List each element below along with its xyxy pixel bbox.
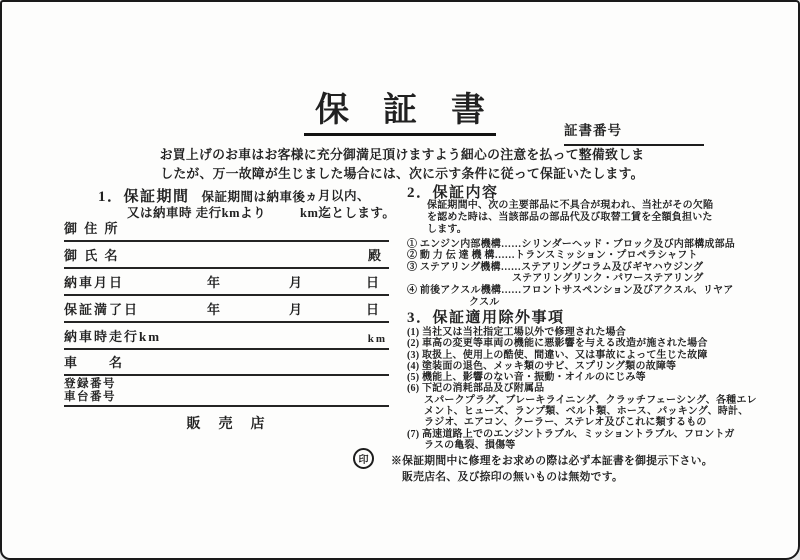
delivery-date-row[interactable] [64,269,389,296]
intro-line-2: したが、万一故障が生じました場合には、次に示す条件に従って保証いたします。 [160,166,644,181]
period-km-suffix: km迄とします。 [300,206,396,220]
name-honorific: 殿 [367,248,383,263]
exclusion-line: (7) 高速道路上でのエンジントラブル、ミッショントラブル、フロントガ [407,428,735,440]
certificate-number-field[interactable] [564,119,704,146]
exclusion-line: ラジオ、エアコン、クーラー、ステレオ及びこれに類するもの [424,417,707,429]
period-months-suffix: ヵ月以内、 [305,189,371,203]
day-label: 日 [365,302,381,317]
certificate-number-label: 証書番号 [564,123,622,138]
footnote-line-2: 販売店名、及び捺印の無いものは無効です。 [402,470,624,483]
odometer-unit: km [367,333,387,345]
seal-mark-icon [353,448,374,469]
exclusion-list [407,327,797,451]
address-row[interactable] [64,222,389,242]
exclusion-line: メント、ヒューズ、ランプ類、ベルト類、ホース、パッキング、時計、 [424,406,749,418]
intro-text [2,146,800,183]
coverage-paragraph-line: 保証期間中、次の主要部品に不具合が現われ、当社がその欠陥 [427,200,714,211]
seal-character: 印 [358,455,369,466]
name-row[interactable] [64,242,389,269]
title-block [304,92,496,136]
expiry-date-row[interactable] [64,296,389,323]
exclusion-line: (4) 塗装面の退色、メッキ類のサビ、スプリング類の故障等 [407,360,677,372]
footnote-block [391,454,713,485]
warranty-coverage-heading: 2．保証内容 [407,185,499,201]
car-name-label: 車 名 [64,355,125,370]
year-label: 年 [207,275,223,290]
exclusion-line: (6) 下記の消耗部品及び附属品 [407,383,545,395]
coverage-item-line: ② 動 力 伝 達 機 構……トランスミッション・プロペラシャフト [407,250,698,262]
warranty-form [64,222,389,407]
page-title: 保 証 書 [315,92,485,129]
year-label: 年 [207,302,223,317]
odometer-row[interactable] [64,323,389,350]
footnote-line-1: ※保証期間中に修理をお求めの際は必ず本証書を御提示下さい。 [391,455,713,467]
period-line1-text: 保証期間は納車後 [201,190,306,204]
warranty-exclusions-section [407,306,797,451]
car-name-row[interactable] [64,350,389,376]
delivery-date-label: 納車月日 [64,275,125,290]
exclusion-line: (2) 車高の変更等車両の機能に悪影響を与える改造が施された場合 [407,338,708,350]
coverage-item-line: ① エンジン内部機構……シリンダーヘッド・ブロック及び内部構成部品 [407,238,735,250]
coverage-item-line: クスル [469,296,500,308]
chassis-label: 車台番号 [64,390,116,403]
warranty-coverage-section [407,181,797,308]
intro-line-1: お買上げのお車はお客様に充分御満足頂けますよう細心の注意を払って整備致しま [159,148,645,162]
month-label: 月 [289,302,305,317]
exclusion-line: (5) 機能上、影響のない音・振動・オイルのにじみ等 [407,372,646,384]
exclusion-line: (3) 取扱上、使用上の酷使、間違い、又は事故によって生じた故障 [407,349,708,361]
warranty-period-section [64,185,396,433]
coverage-paragraph-line: します。 [427,224,467,236]
exclusion-line: (1) 当社又は当社指定工場以外で修理された場合 [407,327,626,338]
coverage-item-line: ③ ステアリング機構……ステアリングコラム及びギヤハウジング [407,261,704,273]
registration-row[interactable] [64,376,389,407]
exclusion-line: ラスの亀裂、損傷等 [424,439,516,451]
coverage-paragraph [427,200,797,237]
period-line2-text: 又は納車時 走行kmより [127,206,266,220]
registration-label: 登録番号 [64,378,116,390]
address-label: 御 住 所 [64,221,120,236]
month-label: 月 [289,275,305,290]
coverage-paragraph-line: を認めた時は、当該部品の部品代及び取替工賃を全額負担いた [427,212,713,224]
warranty-exclusions-heading: 3．保証適用除外事項 [407,310,565,326]
coverage-item-line: ④ 前後アクスル機構……フロントサスペンション及びアクスル、リヤア [407,284,734,296]
name-label: 御 氏 名 [64,248,120,263]
exclusion-line: スパークプラグ、ブレーキライニング、クラッチフェーシング、各種エレ [424,394,757,406]
coverage-item-line: ステアリングリンク・パワーステアリング [512,273,704,285]
coverage-item-list [407,239,797,309]
day-label: 日 [365,275,381,290]
dealer-label: 販 売 店 [186,417,267,432]
odometer-label: 納車時走行km [64,329,162,344]
expiry-date-label: 保証満了日 [64,302,140,317]
warranty-period-heading: 1．保証期間 [98,189,190,205]
